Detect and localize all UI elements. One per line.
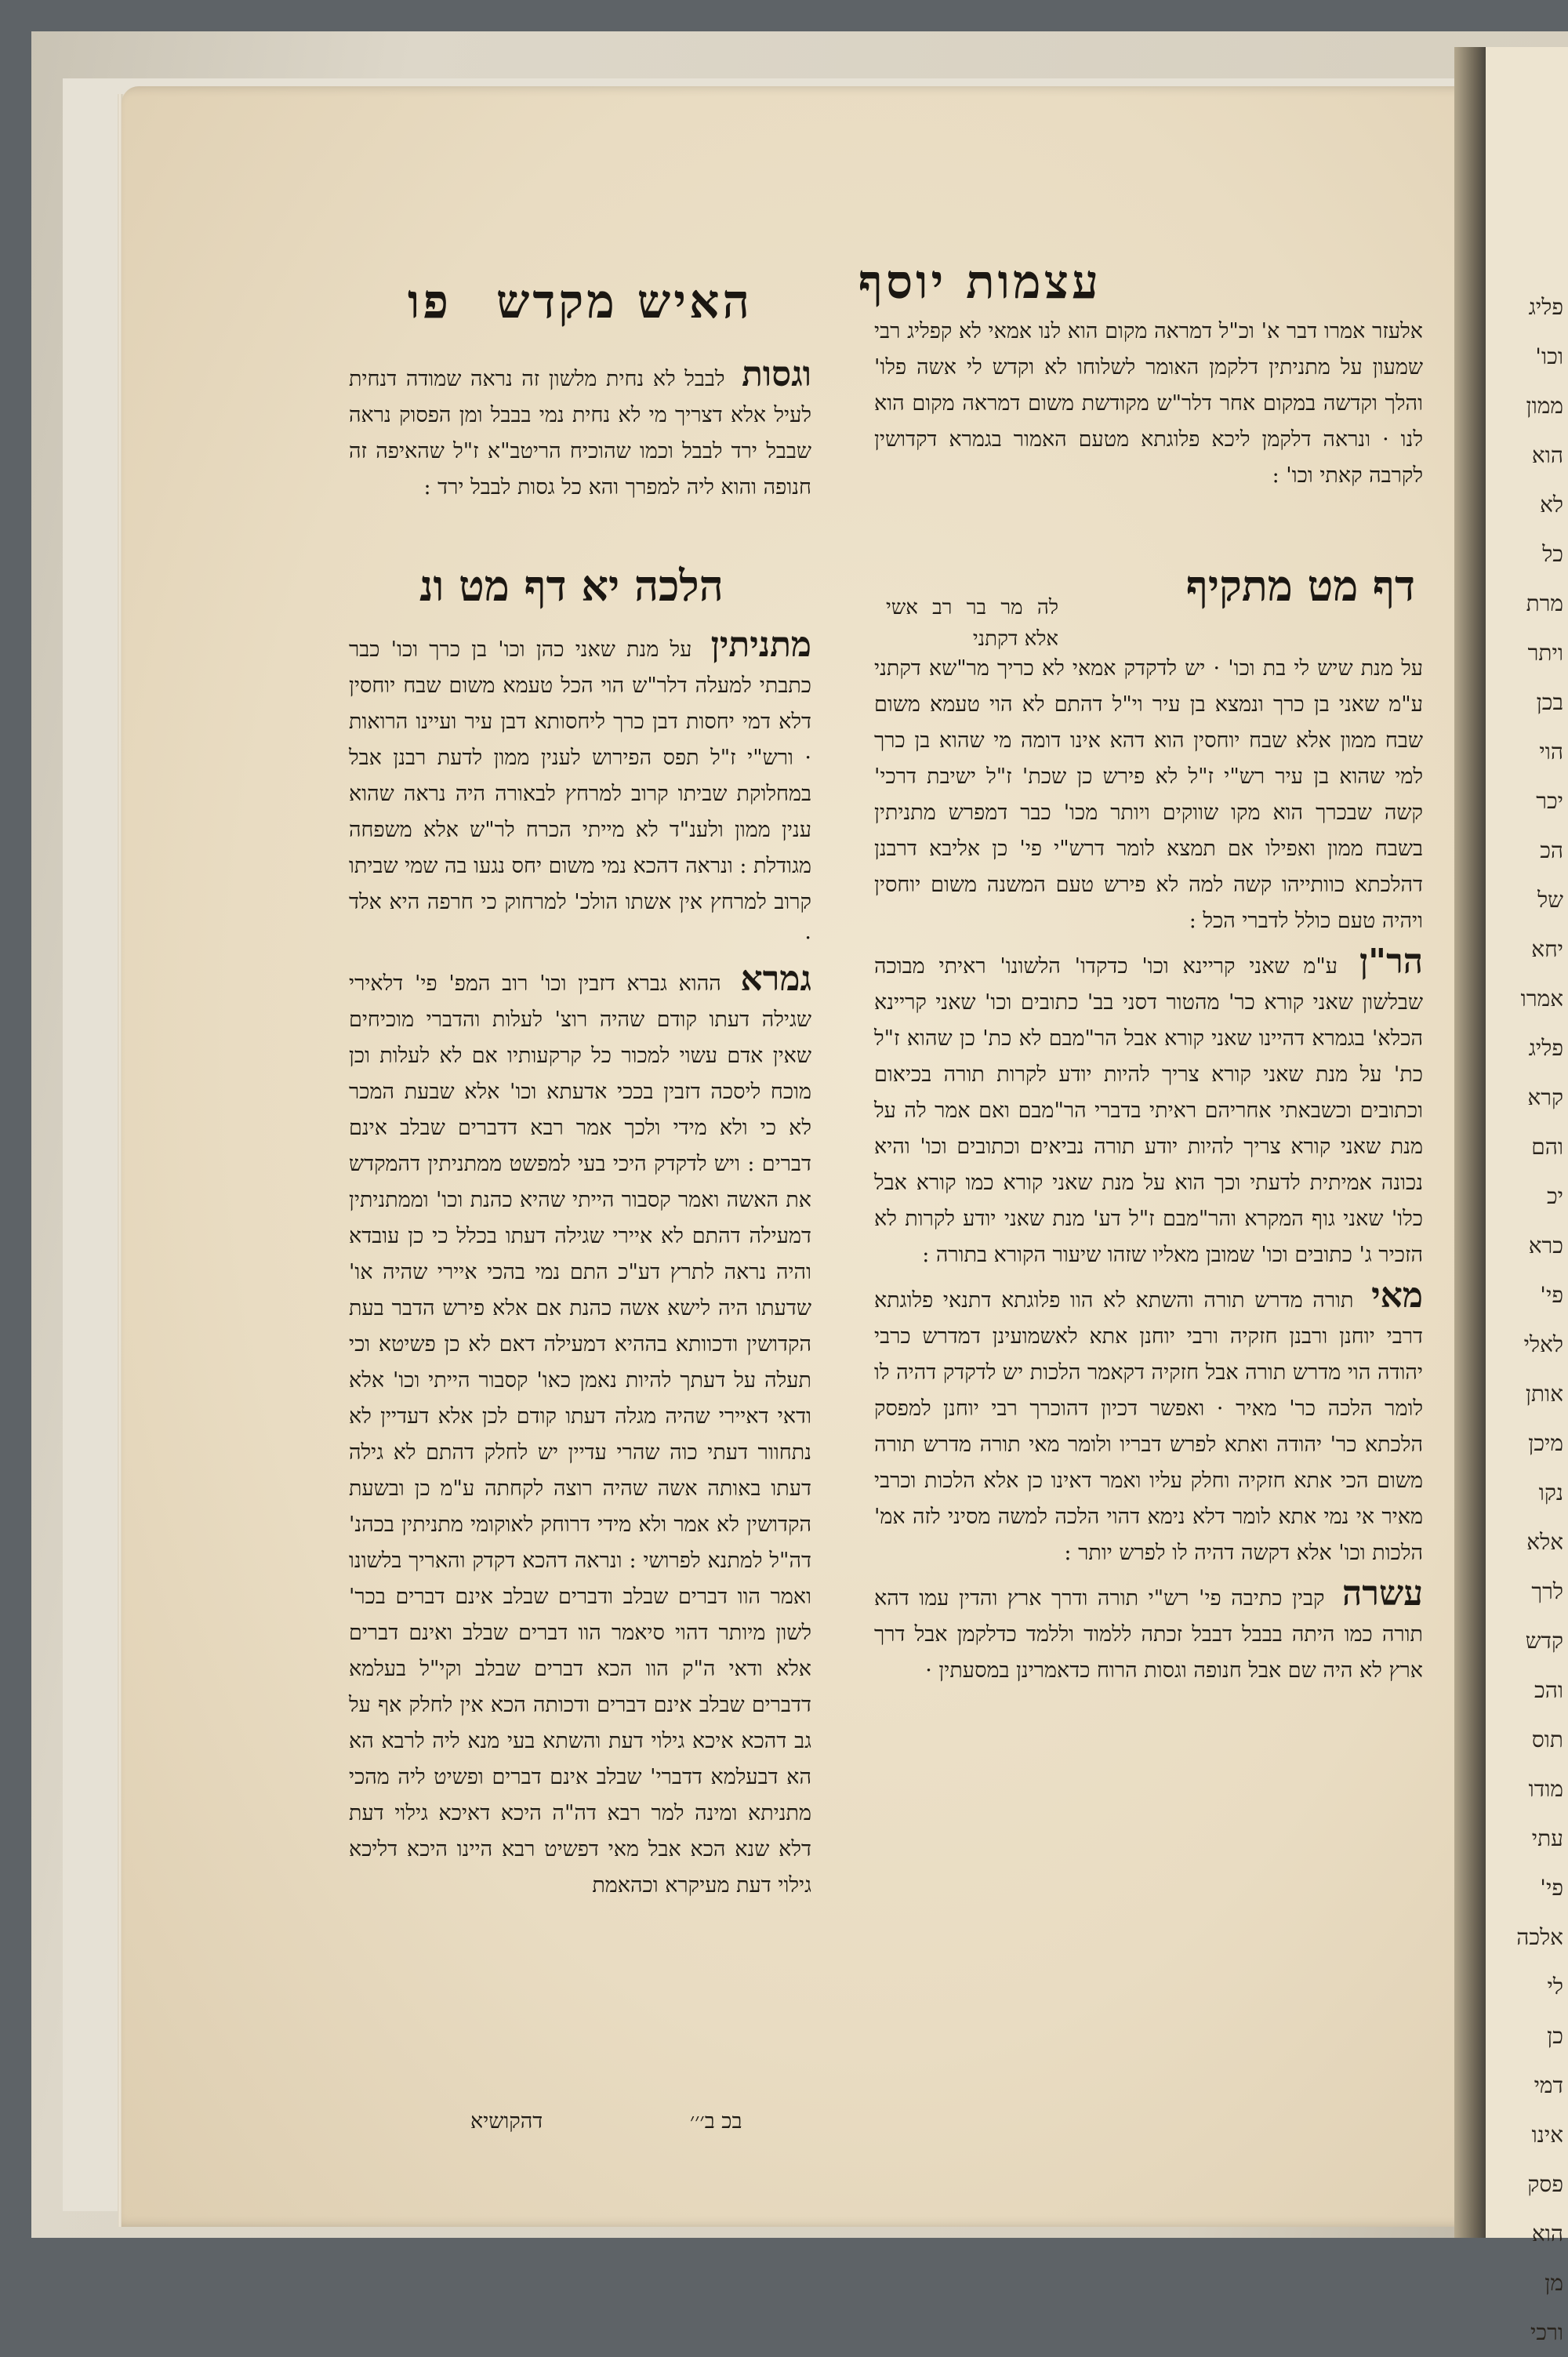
facing-page-word: ויתר — [1527, 640, 1563, 666]
facing-page-word: בכן — [1536, 689, 1563, 715]
facing-page-word: הוי — [1539, 739, 1563, 764]
paragraph-ran — [874, 944, 1423, 1273]
catchword-right: דהקושיא — [470, 2109, 543, 2134]
facing-page-word: הוא — [1531, 2221, 1563, 2246]
facing-page-word: פסק — [1527, 2171, 1563, 2197]
facing-page-word: לי — [1547, 1974, 1563, 1999]
facing-page-word: ממון — [1526, 393, 1563, 419]
facing-page-word: לאלי — [1523, 1331, 1563, 1357]
paragraph-asara — [874, 1576, 1423, 1689]
text-ran: ע"מ שאני קריינא וכו' כדקדו' הלשונו' ראיתי מבוכה שבלשון שאני קורא כר' מהטור דסני בב' כתובים וכו' שאני קריינא הכלא' בגמרא דהיינו שאני קורא אבל הר"מבם לא כת' כן שהוא ז"ל כת' על מנת שאני קורא צריך להיות יודע לקרות תורה בכיאום וכתובים וכשבאתי אחריהם ראיתי בדברי הר"מבם ואם אמר לה על מנת שאני קורא צריך להיות יודע תורה נביאים וכתובים וכו' והיא נכונה אמיתית לדעתי וכך הוא על מנת שאני קורא כמו קורא אבל כלו' שאני גוף המקרא והר"מבם ז"ל דע' מנת שאני יודע לקרות לא הזכיר ג' כתובים וכו' שמובן מאליו שזהו שיעור הקורא בתורה : — [874, 954, 1424, 1267]
daf-heading: דף מט מתקיף — [1185, 561, 1415, 611]
right-column-intro — [874, 314, 1423, 499]
facing-page-word: עתי — [1531, 1825, 1563, 1851]
facing-page-word: קדש — [1525, 1628, 1563, 1654]
facing-page-word: כרא — [1528, 1233, 1563, 1258]
facing-page-word: מיכן — [1528, 1430, 1563, 1456]
facing-page-word: וכו' — [1535, 343, 1563, 369]
facing-page-fragment — [1486, 47, 1568, 2345]
left-column-main — [349, 627, 811, 1908]
facing-page-word: מרת — [1526, 590, 1563, 616]
facing-page-word: נקו — [1538, 1480, 1563, 1505]
lead-word-ran: הר"ן — [1359, 942, 1423, 982]
paragraph-intro — [874, 314, 1423, 494]
facing-page-word: קרא — [1527, 1084, 1563, 1110]
text-gemara: ההוא גברא דזבין וכו' רוב המפ' פי' דלאירי שגילה דעתו קודם שהיה רוצ' לעלות והדברי מוכיחים שאין אדם עשוי למכור כל קרקעותיו אם לא לעלות וכן מוכח ליסכה דזבין בככי אדעתא וכו' אלא שבעת המכר לא כי ולא מידי ולכך אמר רבא דדברים שבלב אינם דברים : ויש לדקדק היכי בעי למפשט ממתניתין דהמקדש את האשה ואמר קסבור הייתי שהיא כהנת וכו' וממתניתין דמעילה דהתם לא איירי שגילה דעתו בכלל כי כן עובדא והיה נראה לתרץ דע"כ התם נמי בהכי איירי שהיה או' שדעתו היה לישא אשה כהנת אם אלא פירש הדבר בעת הקדושין ודכוותא בההיא דמעילה דאם לא כן פשיטא וכי תעלה על דעתך להיות נאמן כאו' קסבור הייתי וכו' אלא ודאי דאיירי שהיה מגלה דעתו קודם לכן אלא דעדיין לא נתחוור דעתי כוה שהרי עדיין יש לחלק דהתם לא גילה דעתו באותה אשה שהיה רוצה לקחתה ע"מ כן ובשעת הקדושין לא אמר ולא מידי דרוחק לאוקומי מתניתין בכהנ' דה"ל למתנא לפרושי : ונראה דהכא דקדק והאריך בלשונו ואמר הוו דברים שבלב ודברים שבלב אינם דברים בכר' לשון מיותר דהוי סיאמר הוו דברים שבלב ואינם דברים אלא ודאי ה"ק הוו הכא דברים שבלב וקי"ל בעלמא דדברים שבלב אינם דברים ודכותה הכא אין לחלק אף על גב דהכא איכא גילוי דעת והשתא בעי מנא ליה לרבא הא הא דבעלמא דדברי' שבלב אינם דברים ופשיט ליה מהכי מתניתא ומינה למר רבא דה"ה היכא דאיכא גילוי דעת דלא שנא הכא אבל מאי דפשיט רבא היינו היכא דליכא גילוי דעת מעיקרא וכהאמת — [349, 971, 811, 1898]
facing-page-word: כל — [1542, 541, 1563, 567]
facing-page-text — [1406, 282, 1568, 2357]
text-asara: קבין כתיבה פי' רש"י תורה ודרך ארץ והדין עמו דהא תורה כמו היתה בבבל דבבל זכתה ללמוד וללמד כדלקמן אבל דרך ארץ לא היה שם אבל חנופה וגסות הרוח כדאמרינן במסעתין · — [874, 1586, 1423, 1683]
text-gasut: לבבל לא נחית מלשון זה נראה שמודה דנחית לעיל אלא דצריך מי לא נחית נמי בבבל ומן הפסוק נראה שבבל ירד לבבל וכמו שהוכיח הריטב"א ז"ל שהאיפה זה חנופה והוא ליה למפרך והא כל גסות לבבל ירד : — [349, 367, 811, 499]
lead-word-gasut: וגסות — [742, 354, 811, 394]
facing-page-word: מן — [1544, 2270, 1563, 2296]
facing-page-word: אלכה — [1516, 1924, 1563, 1950]
facing-page-word: והכ — [1534, 1677, 1563, 1703]
facing-page-word: יכ — [1546, 1183, 1563, 1209]
paragraph-mishna — [349, 627, 811, 957]
facing-page-word: פי' — [1540, 1282, 1563, 1308]
facing-page-word: תוס — [1531, 1727, 1563, 1752]
facing-page-word: לא — [1540, 492, 1563, 518]
facing-page-word: אותן — [1525, 1381, 1563, 1407]
folio-number: פו — [408, 274, 452, 329]
paragraph-gasut — [349, 354, 811, 506]
facing-page-word: פליג — [1528, 1035, 1563, 1061]
lead-word-mishna: מתניתין — [710, 625, 811, 665]
facing-page-word: והם — [1531, 1134, 1563, 1160]
text-daf: על מנת שיש לי בת וכו' · יש לדקדק אמאי לא כריך מר"שא דקתני ע"מ שאני בן כרך ונמצא בן עיר וי"ל דהתם לא הוי טעמא משום שבח ממון אלא שבח יוחסין הוא דהא אינו דומה מי שהוא בן כרך למי שהוא בן עיר רש"י ז"ל לא פירש כן שכת' ז"ל ישיבת דרכי' קשה שבכרך הוא מקו שווקים ויותר מכו' כבר דמפרש מתניתין בשבח ממון ואפילו אם תמצא לומר דרש"י פי' כן אליבא דרבנן דהלכתא כוותייהו קשה למה לא פירש טעם המשנה משום יוחסין ויהיה טעם כולל לדברי הכל : — [874, 656, 1423, 933]
catchword-left: בכ ב׳׳׳ — [690, 2109, 742, 2134]
text-mai: תורה מדרש תורה והשתא לא הוו פלוגתא דתנאי פלוגתא דרבי יוחנן ורבנן חזקיה ורבי יוחנן אתא לאשמועינן דמדרש כרבי יהודה הוי מדרש תורה אבל חזקיה דקאמר הלכות יש לדקדק דהיה לו לומר הלכה כר' מאיר · ואפשר דכיון דהוכרך רבי יוחנן למפסק הלכתא כר' יהודה ואתא לפרש דבריו ולומר מאי תורה מדרש תורה משום הכי אתא חזקיה וחלק עליו ואמר דאינו כן אלא הלכות וכרבי מאיר אי נמי אתא לומר דלא נימא דהוי הלכה למשה מסיני לזה אמ' הלכות וכו' אלא דקשה דהיה לו לפרש יותר : — [874, 1288, 1423, 1565]
facing-page-word: אמרו — [1520, 986, 1563, 1011]
paragraph-gemara — [349, 961, 811, 1904]
facing-page-word: של — [1537, 887, 1563, 913]
facing-page-word: מודו — [1528, 1776, 1563, 1802]
facing-page-word: כן — [1547, 2023, 1563, 2049]
facing-page-word: יחא — [1531, 936, 1563, 962]
lead-word-asara: עשרה — [1342, 1574, 1423, 1614]
facing-page-word: פי' — [1540, 1875, 1563, 1901]
left-column-top — [349, 354, 811, 510]
facing-page-word: דמי — [1534, 2072, 1563, 2098]
daf-heading-note: לה מר בר רב אשי אלא דקתני — [886, 596, 1058, 651]
facing-page-word: פליג — [1528, 294, 1563, 320]
facing-page-word: יכר — [1536, 788, 1563, 814]
lead-word-mai: מאי — [1371, 1276, 1423, 1316]
running-title-right: עצמות יוסף — [858, 255, 1102, 310]
facing-page-word: אינו — [1531, 2122, 1563, 2148]
running-title-left: האיש מקדש — [495, 274, 753, 329]
facing-page-word: לרך — [1531, 1578, 1563, 1604]
lead-word-gemara: גמרא — [740, 959, 811, 999]
paragraph-daf — [874, 651, 1423, 939]
paragraph-mai — [874, 1278, 1423, 1571]
text-intro: אלעזר אמרו דבר א' וכ"ל דמראה מקום הוא לנו אמאי לא קפליג רבי שמעון על מתניתין דלקמן האומר לשלוחו לא וקדש לי אשה פלו' והלך וקדשה במקום אחר דלר"ש מקודשת משום דמראה מקום הוא לנו · ונראה דלקמן ליכא פלוגתא מטעם האמור בגמרא דקדושין לקרבה קאתי וכו' : — [874, 319, 1423, 488]
text-mishna: על מנת שאני כהן וכו' בן כרך וכו' כבר כתבתי למעלה דלר"ש הוי הכל טעמא משום שבח יוחסין דלא דמי יחסות דבן כרך ליחסותא דבן עיר ועיינו הרואות · ורש"י ז"ל תפס הפירוש לענין ממון לדעת רבנן אבל במחלוקת שביתו קרוב למרחץ לבאורה היה נראה שהוא ענין ממון ולענ"ד לא מייתי הכרח לר"ש אלא משפחה מגודלת : ונראה דהכא נמי משום יחס נגעו בה שמי שביתו קרוב למרחץ אין אשתו הולכ' למרחוק כי חרפה היא אלד · — [349, 637, 811, 950]
facing-page-word: אלא — [1526, 1529, 1563, 1555]
right-column-main — [874, 651, 1423, 1694]
facing-page-word: הוא — [1531, 442, 1563, 468]
halacha-heading: הלכה יא דף מט ונ — [419, 561, 724, 611]
facing-page-word: ורכי — [1530, 2319, 1563, 2345]
facing-page-word: הכ — [1540, 837, 1563, 863]
